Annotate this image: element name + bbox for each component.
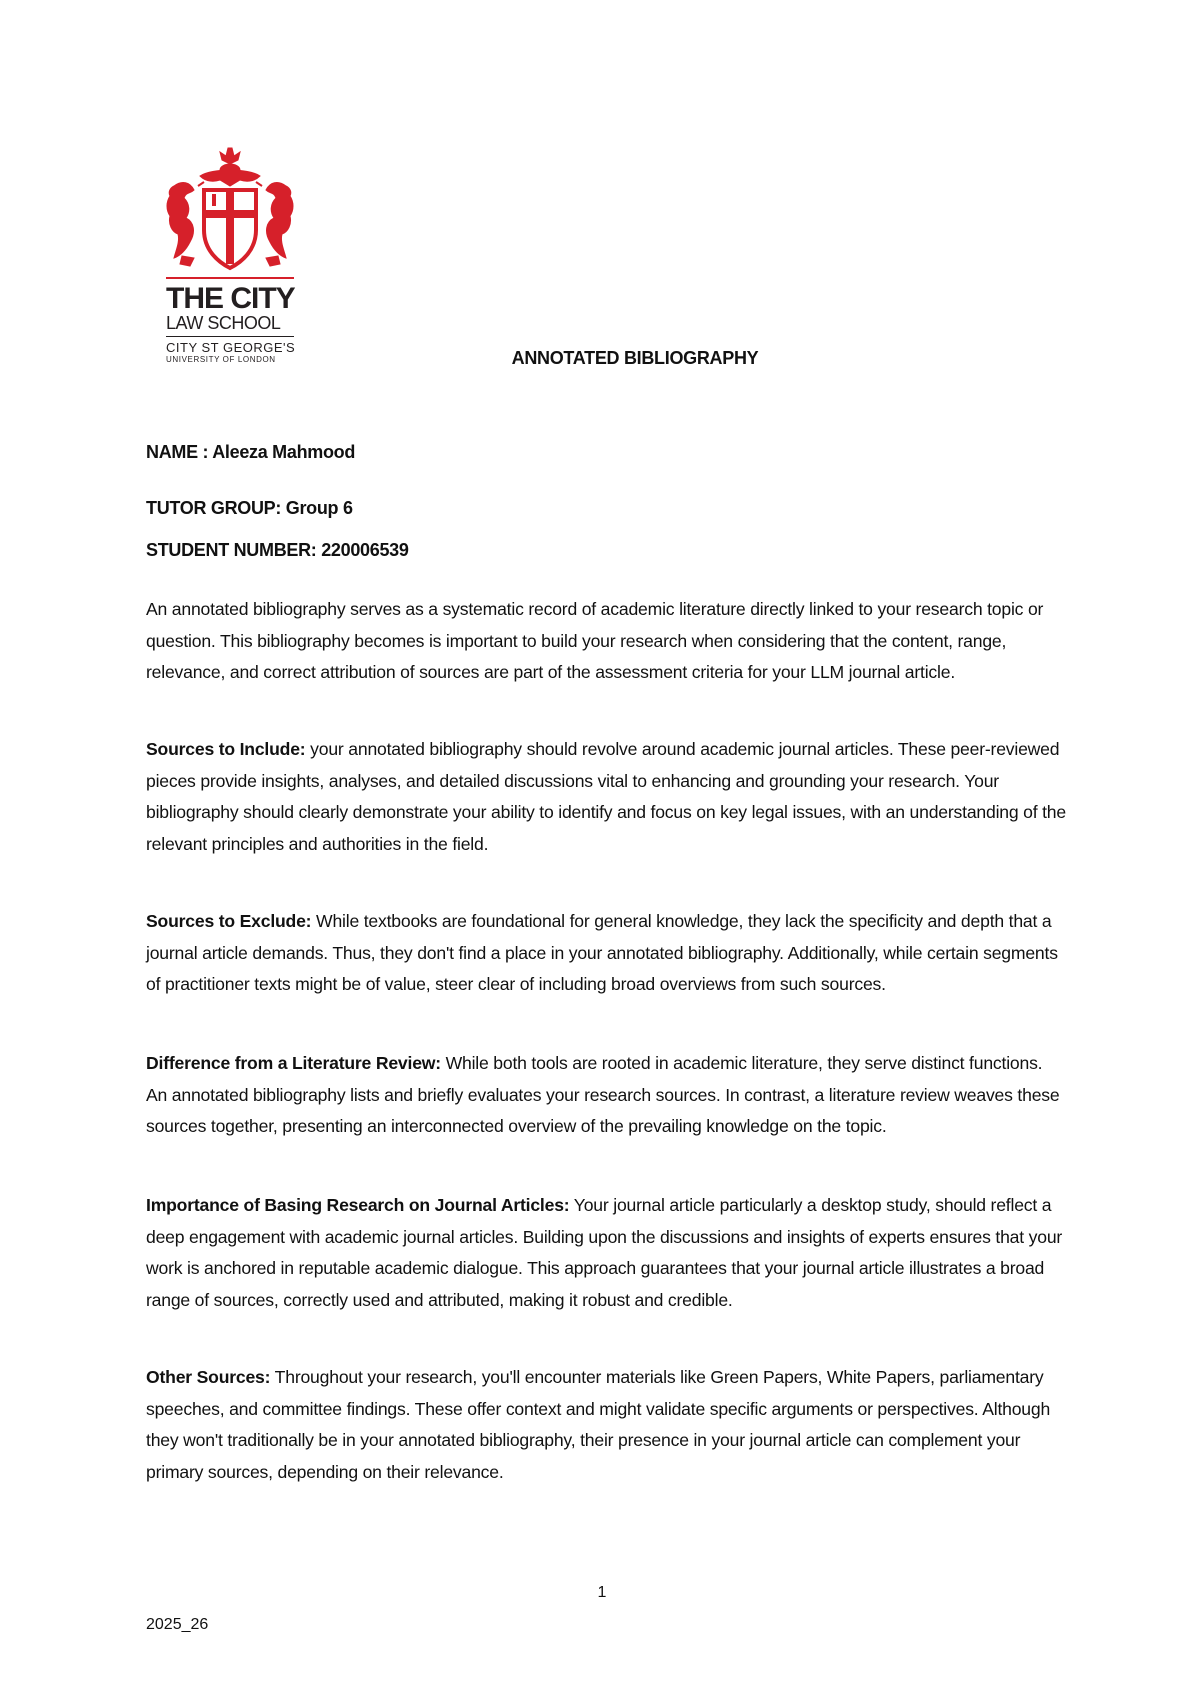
section-paragraph bbox=[146, 1190, 1066, 1316]
section-heading: Difference from a Literature Review: bbox=[146, 1053, 441, 1073]
section-text: While textbooks are foundational for general knowledge, they lack the specificity and depth that a journal article demands. Thus, they don't find a place in your annotated bibliography. Additionally, while certain segments of practitioner texts might be of value, steer clear of including broad overviews from such sources. bbox=[146, 911, 1058, 995]
section-heading: Other Sources: bbox=[146, 1367, 271, 1387]
section-paragraph bbox=[146, 1362, 1066, 1488]
section-text: Throughout your research, you'll encounter materials like Green Papers, White Papers, parliamentary speeches, and committee findings. These offer context and might validate specific arguments or perspectives. Although they won't traditionally be in your annotated bibliography, their presence in your journal article can complement your primary sources, depending on their relevance. bbox=[146, 1367, 1051, 1482]
intro-paragraph: An annotated bibliography serves as a systematic record of academic literature directly linked to your research topic or question. This bibliography becomes is important to build your research when considering that the content, range, relevance, and correct attribution of sources are part of the assessment criteria for your LLM journal article. bbox=[146, 599, 1044, 683]
logo-institution: CITY ST GEORGE'S bbox=[166, 340, 296, 355]
section-paragraph bbox=[146, 734, 1066, 860]
logo-school: LAW SCHOOL bbox=[166, 313, 281, 333]
logo-university: UNIVERSITY OF LONDON bbox=[166, 355, 276, 364]
footer-text: 2025_26 bbox=[146, 1616, 209, 1633]
section-text: While both tools are rooted in academic literature, they serve distinct functions. An annotated bibliography lists and briefly evaluates your research sources. In contrast, a literature review weaves these sources together, presenting an interconnected overview of the prevailing knowledge on the topic. bbox=[146, 1053, 1060, 1137]
section-heading: Sources to Exclude: bbox=[146, 911, 312, 931]
section-paragraph bbox=[146, 906, 1066, 1001]
section-heading: Sources to Include: bbox=[146, 739, 306, 759]
logo-rule bbox=[166, 277, 294, 279]
page-number: 1 bbox=[597, 1584, 607, 1601]
document-title: ANNOTATED BIBLIOGRAPHY bbox=[511, 348, 759, 368]
section-text: Your journal article particularly a desktop study, should reflect a deep engagement with academic journal articles. Building upon the discussions and insights of experts ensures that your work is anchored in reputable academic dialogue. This approach guarantees that your journal article illustrates a broad range of sources, correctly used and attributed, making it robust and credible. bbox=[146, 1195, 1063, 1310]
tutor-group: TUTOR GROUP: Group 6 bbox=[146, 498, 353, 518]
section-paragraph bbox=[146, 1048, 1066, 1143]
section-heading: Importance of Basing Research on Journal Articles: bbox=[146, 1195, 570, 1215]
city-law-school-logo bbox=[160, 146, 300, 368]
student-number: STUDENT NUMBER: 220006539 bbox=[146, 540, 409, 560]
student-name: NAME : Aleeza Mahmood bbox=[146, 442, 356, 462]
section-text: your annotated bibliography should revolve around academic journal articles. These peer-reviewed pieces provide insights, analyses, and detailed discussions vital to enhancing and grounding your research. Your bibliography should clearly demonstrate your ability to identify and focus on key legal issues, with an understanding of the relevant principles and authorities in the field. bbox=[146, 739, 1066, 854]
logo-divider bbox=[166, 336, 294, 337]
logo-name: THE CITY bbox=[166, 282, 295, 315]
coat-of-arms-crest-icon bbox=[160, 146, 300, 271]
